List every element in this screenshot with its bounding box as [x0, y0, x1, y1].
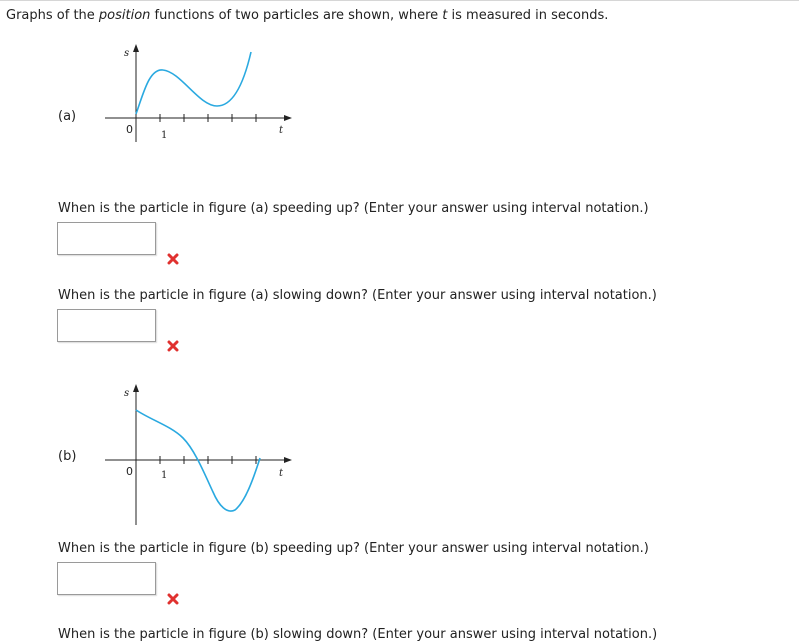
figure-b-s-label: s: [124, 388, 130, 399]
figure-a-s-label: s: [124, 48, 130, 59]
problem-intro: [6, 8, 608, 23]
figure-b-label: (b): [58, 449, 77, 464]
intro-italic-t: t: [442, 8, 448, 23]
figure-a-t-label: t: [279, 125, 284, 136]
question-b-slowing-down: When is the particle in figure (b) slowing down? (Enter your answer using interval notation.): [58, 627, 658, 642]
intro-text-middle: functions of two particles are shown, where: [150, 8, 443, 23]
question-a-slowing-down: When is the particle in figure (a) slowing down? (Enter your answer using interval notation.): [58, 288, 657, 303]
intro-text-start: Graphs of the: [6, 8, 99, 23]
intro-text-end: is measured in seconds.: [447, 8, 609, 23]
figure-b-graph: [105, 380, 305, 530]
figure-a-origin-label: 0: [126, 123, 133, 136]
figure-a-position-curve: [136, 52, 251, 114]
figure-a-tick-label: 1: [161, 130, 168, 141]
figure-a-graph: [105, 40, 305, 145]
answer-a-speeding-up-input[interactable]: [57, 222, 156, 255]
x-mark-icon: [167, 253, 179, 265]
question-a-speeding-up: When is the particle in figure (a) speeding up? (Enter your answer using interval notation.): [58, 201, 649, 216]
x-mark-icon: [167, 593, 179, 605]
answer-b-speeding-up-input[interactable]: [57, 562, 156, 595]
top-divider: [0, 0, 799, 1]
intro-italic-position: position: [98, 8, 151, 23]
figure-b-position-curve: [136, 410, 260, 511]
figure-b-origin-label: 0: [126, 465, 133, 478]
answer-a-slowing-down-input[interactable]: [57, 309, 156, 342]
figure-b-tick-label: 1: [161, 470, 168, 481]
figure-b-t-label: t: [279, 468, 284, 479]
figure-a-label: (a): [58, 109, 77, 124]
x-mark-icon: [167, 340, 179, 352]
question-b-speeding-up: When is the particle in figure (b) speeding up? (Enter your answer using interval notation.): [58, 541, 649, 556]
